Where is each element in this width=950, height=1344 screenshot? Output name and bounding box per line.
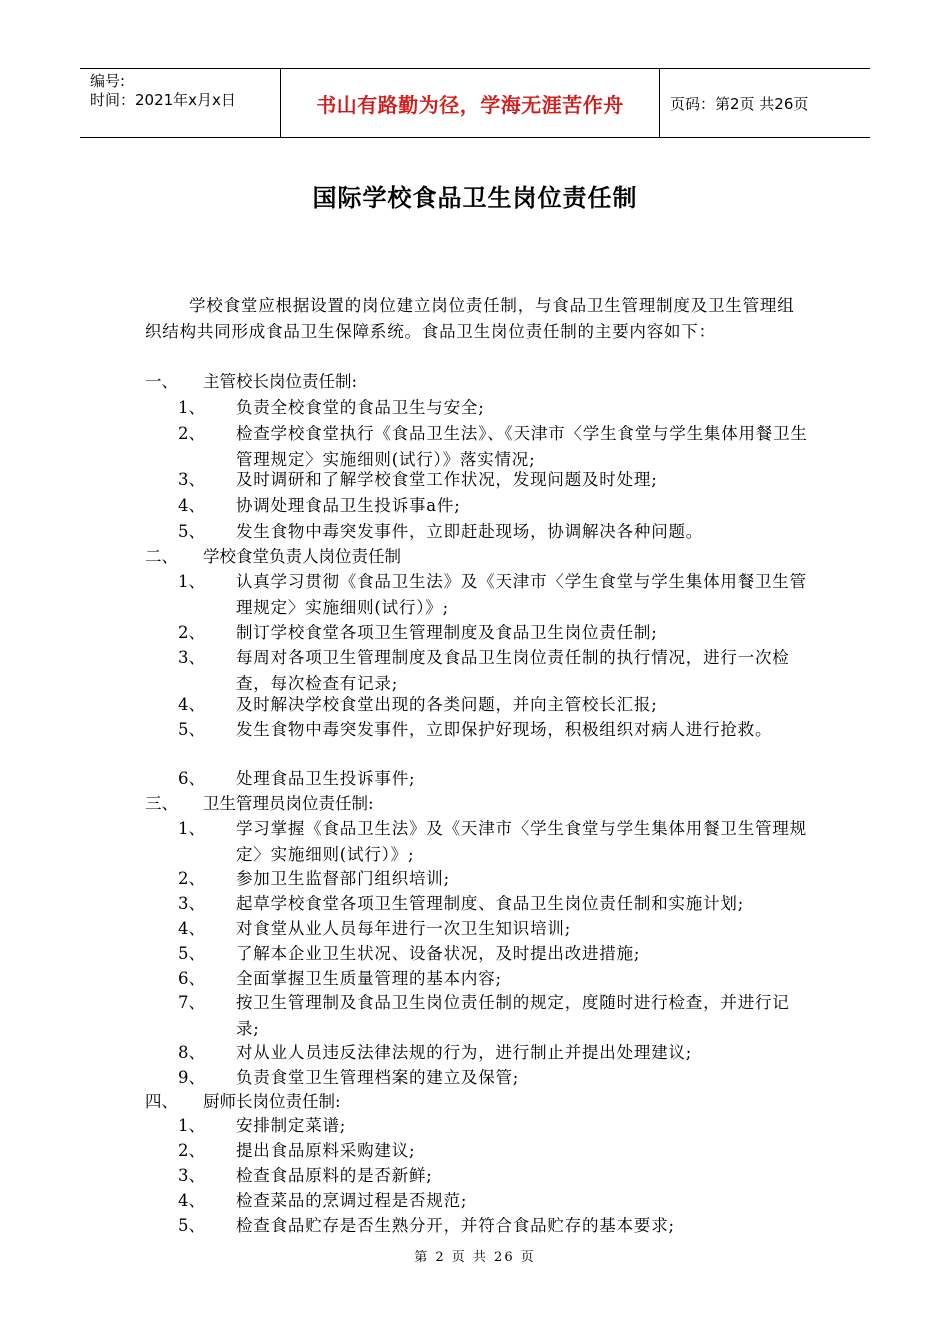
section-title: 卫生管理员岗位责任制: — [203, 794, 374, 813]
item-text: 处理食品卫生投诉事件; — [236, 769, 416, 788]
item-text: 检查学校食堂执行《食品卫生法》、《天津市〈学生食堂与学生集体用餐卫生管理规定〉实施细则(试行）》落实情况; — [236, 424, 808, 469]
item-number: 2、 — [178, 623, 205, 642]
item-number: 2、 — [178, 1141, 205, 1160]
item-text: 每周对各项卫生管理制度及食品卫生岗位责任制的执行情况，进行一次检查，每次检查有记录; — [236, 648, 790, 693]
item-text: 协调处理食品卫生投诉事a件; — [236, 496, 461, 515]
item-number: 1、 — [178, 819, 205, 838]
list-item — [178, 1188, 810, 1214]
list-item — [178, 620, 810, 646]
list-item — [178, 569, 810, 621]
item-text: 发生食物中毒突发事件，立即赶赴现场，协调解决各种问题。 — [236, 522, 704, 541]
item-text: 了解本企业卫生状况、设备状况，及时提出改进措施; — [236, 944, 641, 963]
item-text: 提出食品原料采购建议; — [236, 1141, 416, 1160]
item-number: 2、 — [178, 869, 205, 888]
list-item — [178, 891, 810, 917]
item-text: 及时解决学校食堂出现的各类问题，并向主管校长汇报; — [236, 695, 658, 714]
item-number: 5、 — [178, 522, 205, 541]
list-item — [178, 816, 810, 868]
section-title: 学校食堂负责人岗位责任制 — [203, 547, 401, 566]
item-number: 3、 — [178, 470, 205, 489]
section-heading — [145, 369, 357, 395]
code-label: 编号: — [90, 72, 126, 90]
item-text: 对食堂从业人员每年进行一次卫生知识培训; — [236, 919, 572, 938]
item-text: 发生食物中毒突发事件，立即保护好现场，积极组织对病人进行抢救。 — [236, 720, 773, 739]
header-meta-cell — [80, 69, 281, 137]
item-number: 1、 — [178, 398, 205, 417]
list-item — [178, 916, 810, 942]
section-title: 主管校长岗位责任制: — [203, 372, 358, 391]
time-label: 时间：2021年x月x日 — [90, 91, 236, 109]
item-text: 按卫生管理制及食品卫生岗位责任制的规定，度随时进行检查，并进行记录; — [236, 993, 790, 1038]
item-text: 学习掌握《食品卫生法》及《天津市〈学生食堂与学生集体用餐卫生管理规定〉实施细则(试行）》; — [236, 819, 807, 864]
intro-paragraph: 学校食堂应根据设置的岗位建立岗位责任制，与食品卫生管理制度及卫生管理组织结构共同形成食品卫生保障系统。食品卫生岗位责任制的主要内容如下： — [145, 296, 795, 341]
list-item — [178, 1040, 810, 1066]
item-text: 及时调研和了解学校食堂工作状况，发现问题及时处理; — [236, 470, 658, 489]
list-item — [178, 1213, 810, 1239]
list-item — [178, 645, 810, 697]
item-number: 3、 — [178, 894, 205, 913]
section-heading — [145, 544, 401, 570]
list-item — [178, 766, 810, 792]
page-footer: 第 2 页 共 26 页 — [414, 1250, 536, 1265]
header-motto-cell — [281, 69, 660, 137]
item-number: 8、 — [178, 1043, 205, 1062]
list-item — [178, 1163, 810, 1189]
item-number: 6、 — [178, 769, 205, 788]
item-text: 安排制定菜谱; — [236, 1116, 347, 1135]
list-item — [178, 1138, 810, 1164]
item-number: 5、 — [178, 1216, 205, 1235]
item-text: 制订学校食堂各项卫生管理制度及食品卫生岗位责任制; — [236, 623, 658, 642]
list-item — [178, 1113, 810, 1139]
item-text: 负责食堂卫生管理档案的建立及保管; — [236, 1068, 520, 1087]
item-number: 5、 — [178, 944, 205, 963]
list-item — [178, 395, 810, 421]
item-text: 起草学校食堂各项卫生管理制度、食品卫生岗位责任制和实施计划; — [236, 894, 745, 913]
section-number: 四、 — [145, 1092, 178, 1111]
item-number: 4、 — [178, 1191, 205, 1210]
section-number: 一、 — [145, 372, 178, 391]
item-number: 2、 — [178, 424, 205, 443]
item-number: 1、 — [178, 572, 205, 591]
list-item — [178, 866, 810, 892]
item-text: 认真学习贯彻《食品卫生法》及《天津市〈学生食堂与学生集体用餐卫生管理规定〉实施细则(试行）》; — [236, 572, 807, 617]
list-item — [178, 941, 810, 967]
item-text: 参加卫生监督部门组织培训; — [236, 869, 450, 888]
header-page-cell — [660, 69, 870, 137]
page-info: 页码：第2页 共26页 — [670, 94, 809, 113]
section-number: 二、 — [145, 547, 178, 566]
item-number: 3、 — [178, 1166, 205, 1185]
page-header — [80, 68, 870, 138]
list-item — [178, 519, 810, 545]
list-item — [178, 493, 810, 519]
item-text: 负责全校食堂的食品卫生与安全; — [236, 398, 485, 417]
item-number: 9、 — [178, 1068, 205, 1087]
list-item — [178, 990, 810, 1042]
list-item — [178, 692, 810, 718]
item-text: 检查菜品的烹调过程是否规范; — [236, 1191, 468, 1210]
item-number: 6、 — [178, 969, 205, 988]
item-number: 1、 — [178, 1116, 205, 1135]
motto-text: 书山有路勤为径，学海无涯苦作舟 — [316, 92, 624, 117]
section-heading — [145, 791, 374, 817]
list-item — [178, 467, 810, 493]
item-number: 4、 — [178, 695, 205, 714]
item-text: 全面掌握卫生质量管理的基本内容; — [236, 969, 502, 988]
item-text: 检查食品原料的是否新鲜; — [236, 1166, 433, 1185]
list-item — [178, 1065, 810, 1091]
item-number: 4、 — [178, 496, 205, 515]
item-number: 4、 — [178, 919, 205, 938]
list-item — [178, 717, 810, 743]
list-item — [178, 966, 810, 992]
item-text: 检查食品贮存是否生熟分开，并符合食品贮存的基本要求; — [236, 1216, 675, 1235]
item-number: 5、 — [178, 720, 205, 739]
item-number: 7、 — [178, 993, 205, 1012]
item-text: 对从业人员违反法律法规的行为，进行制止并提出处理建议; — [236, 1043, 693, 1062]
item-number: 3、 — [178, 648, 205, 667]
section-heading — [145, 1089, 341, 1115]
section-title: 厨师长岗位责任制: — [203, 1092, 341, 1111]
list-item — [178, 421, 810, 473]
section-number: 三、 — [145, 794, 178, 813]
document-title: 国际学校食品卫生岗位责任制 — [312, 184, 638, 212]
